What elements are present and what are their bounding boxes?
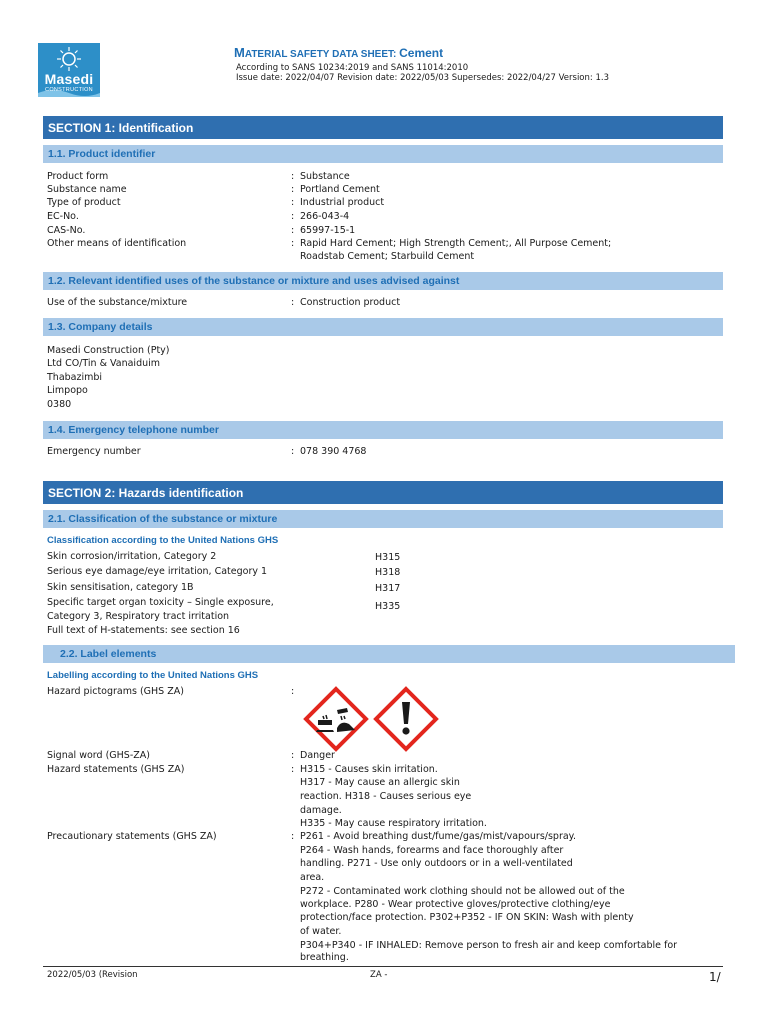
field-label: Emergency number (47, 446, 141, 457)
hazard-statement-line: damage. (300, 805, 342, 816)
field-label: EC-No. (47, 211, 79, 222)
precaution-line: handling. P271 - Use only outdoors or in a well-ventilated (300, 858, 573, 869)
precaution-line: P264 - Wash hands, forearms and face thoroughly after (300, 845, 564, 856)
field-label: Substance name (47, 184, 127, 195)
subsection-1-1-header: 1.1. Product identifier (43, 145, 723, 163)
field-colon: : (291, 211, 295, 222)
issue-line: Issue date: 2022/04/07 Revision date: 2022/05/03 Supersedes: 2022/04/27 Version: 1.3 (236, 73, 609, 83)
labelling-heading: Labelling according to the United Nations GHS (47, 670, 259, 681)
hazard-statement-line: reaction. H318 - Causes serious eye (300, 791, 472, 802)
field-label: Hazard pictograms (GHS ZA) (47, 686, 184, 697)
hazard-statement-line: H315 - Causes skin irritation. (300, 764, 438, 775)
field-label: Use of the substance/mixture (47, 297, 188, 308)
classification-item: Skin corrosion/irritation, Category 2 (47, 551, 217, 562)
field-value-continued: Roadstab Cement; Starbuild Cement (300, 251, 475, 262)
hazard-code: H318 (375, 567, 401, 578)
precaution-line: of water. (300, 926, 342, 937)
classification-item-continued: Category 3, Respiratory tract irritation (47, 611, 230, 622)
subsection-2-2-header: 2.2. Label elements (43, 645, 735, 663)
title-product: Cement (399, 46, 444, 60)
field-colon: : (291, 184, 295, 195)
precaution-line: protection/face protection. P302+P352 - IF ON SKIN: Wash with plenty (300, 912, 634, 923)
field-value: Substance (300, 171, 350, 182)
footer-divider (43, 966, 723, 967)
field-colon: : (291, 225, 295, 236)
field-value: 266-043-4 (300, 211, 350, 222)
classification-item: Skin sensitisation, category 1B (47, 582, 194, 593)
precaution-line: breathing. (300, 952, 349, 963)
field-colon: : (291, 238, 295, 249)
field-label: Signal word (GHS-ZA) (47, 750, 150, 761)
field-colon: : (291, 297, 295, 308)
signal-word-value: Danger (300, 750, 335, 761)
field-colon: : (291, 831, 295, 842)
title-rest: ATERIAL SAFETY DATA SHEET: (244, 49, 400, 60)
footer-date: 2022/05/03 (Revision (47, 970, 138, 980)
precaution-line: P261 - Avoid breathing dust/fume/gas/mist/vapours/spray. (300, 831, 576, 842)
hazard-code: H317 (375, 583, 401, 594)
field-value: Industrial product (300, 197, 385, 208)
emergency-number-value: 078 390 4768 (300, 446, 367, 457)
field-colon: : (291, 686, 295, 697)
field-label: CAS-No. (47, 225, 86, 236)
field-label: Type of product (47, 197, 121, 208)
field-value: 65997-15-1 (300, 225, 356, 236)
exclamation-pictogram-icon (373, 686, 439, 752)
full-text-note: Full text of H-statements: see section 16 (47, 625, 240, 636)
company-line: Ltd CO/Tin & Vanaiduim (47, 358, 161, 369)
field-label: Other means of identification (47, 238, 187, 249)
subsection-2-1-header: 2.1. Classification of the substance or mixture (43, 510, 723, 528)
precaution-line: area. (300, 872, 325, 883)
classification-heading: Classification according to the United Nations GHS (47, 535, 279, 546)
document-title (234, 45, 443, 60)
field-colon: : (291, 764, 295, 775)
title-first-letter: M (234, 45, 245, 60)
field-colon: : (291, 446, 295, 457)
field-colon: : (291, 171, 295, 182)
field-value: Construction product (300, 297, 401, 308)
field-colon: : (291, 750, 295, 761)
precaution-line: P304+P340 - IF INHALED: Remove person to fresh air and keep comfortable for (300, 940, 678, 951)
field-label: Precautionary statements (GHS ZA) (47, 831, 217, 842)
field-value: Portland Cement (300, 184, 380, 195)
footer-country: ZA - (370, 970, 388, 980)
subsection-1-4-header: 1.4. Emergency telephone number (43, 421, 723, 439)
field-colon: : (291, 197, 295, 208)
hazard-statement-line: H317 - May cause an allergic skin (300, 777, 460, 788)
section-1-header: SECTION 1: Identification (43, 116, 723, 139)
classification-item: Specific target organ toxicity – Single exposure, (47, 597, 274, 608)
classification-item: Serious eye damage/eye irritation, Category 1 (47, 566, 268, 577)
precaution-line: P272 - Contaminated work clothing should not be allowed out of the (300, 886, 625, 897)
section-2-header: SECTION 2: Hazards identification (43, 481, 723, 504)
field-label: Product form (47, 171, 109, 182)
subsection-1-3-header: 1.3. Company details (43, 318, 723, 336)
company-line: Masedi Construction (Pty) (47, 345, 170, 356)
footer-page-number: 1/ (709, 970, 721, 984)
company-logo (38, 43, 100, 97)
field-label: Hazard statements (GHS ZA) (47, 764, 185, 775)
hazard-code: H315 (375, 552, 401, 563)
company-line: Thabazimbi (47, 372, 103, 383)
logo-text: Masedi (44, 71, 94, 87)
field-value: Rapid Hard Cement; High Strength Cement;, All Purpose Cement; (300, 238, 612, 249)
company-line: 0380 (47, 399, 72, 410)
hazard-code: H335 (375, 601, 401, 612)
logo-subtext: CONSTRUCTION (45, 87, 93, 93)
precaution-line: workplace. P280 - Wear protective gloves/protective clothing/eye (300, 899, 611, 910)
hazard-statement-line: H335 - May cause respiratory irritation. (300, 818, 487, 829)
corrosion-pictogram-icon (303, 686, 369, 752)
subsection-1-2-header: 1.2. Relevant identified uses of the substance or mixture and uses advised against (43, 272, 723, 290)
company-line: Limpopo (47, 385, 88, 396)
according-line: According to SANS 10234:2019 and SANS 11014:2010 (236, 63, 469, 73)
